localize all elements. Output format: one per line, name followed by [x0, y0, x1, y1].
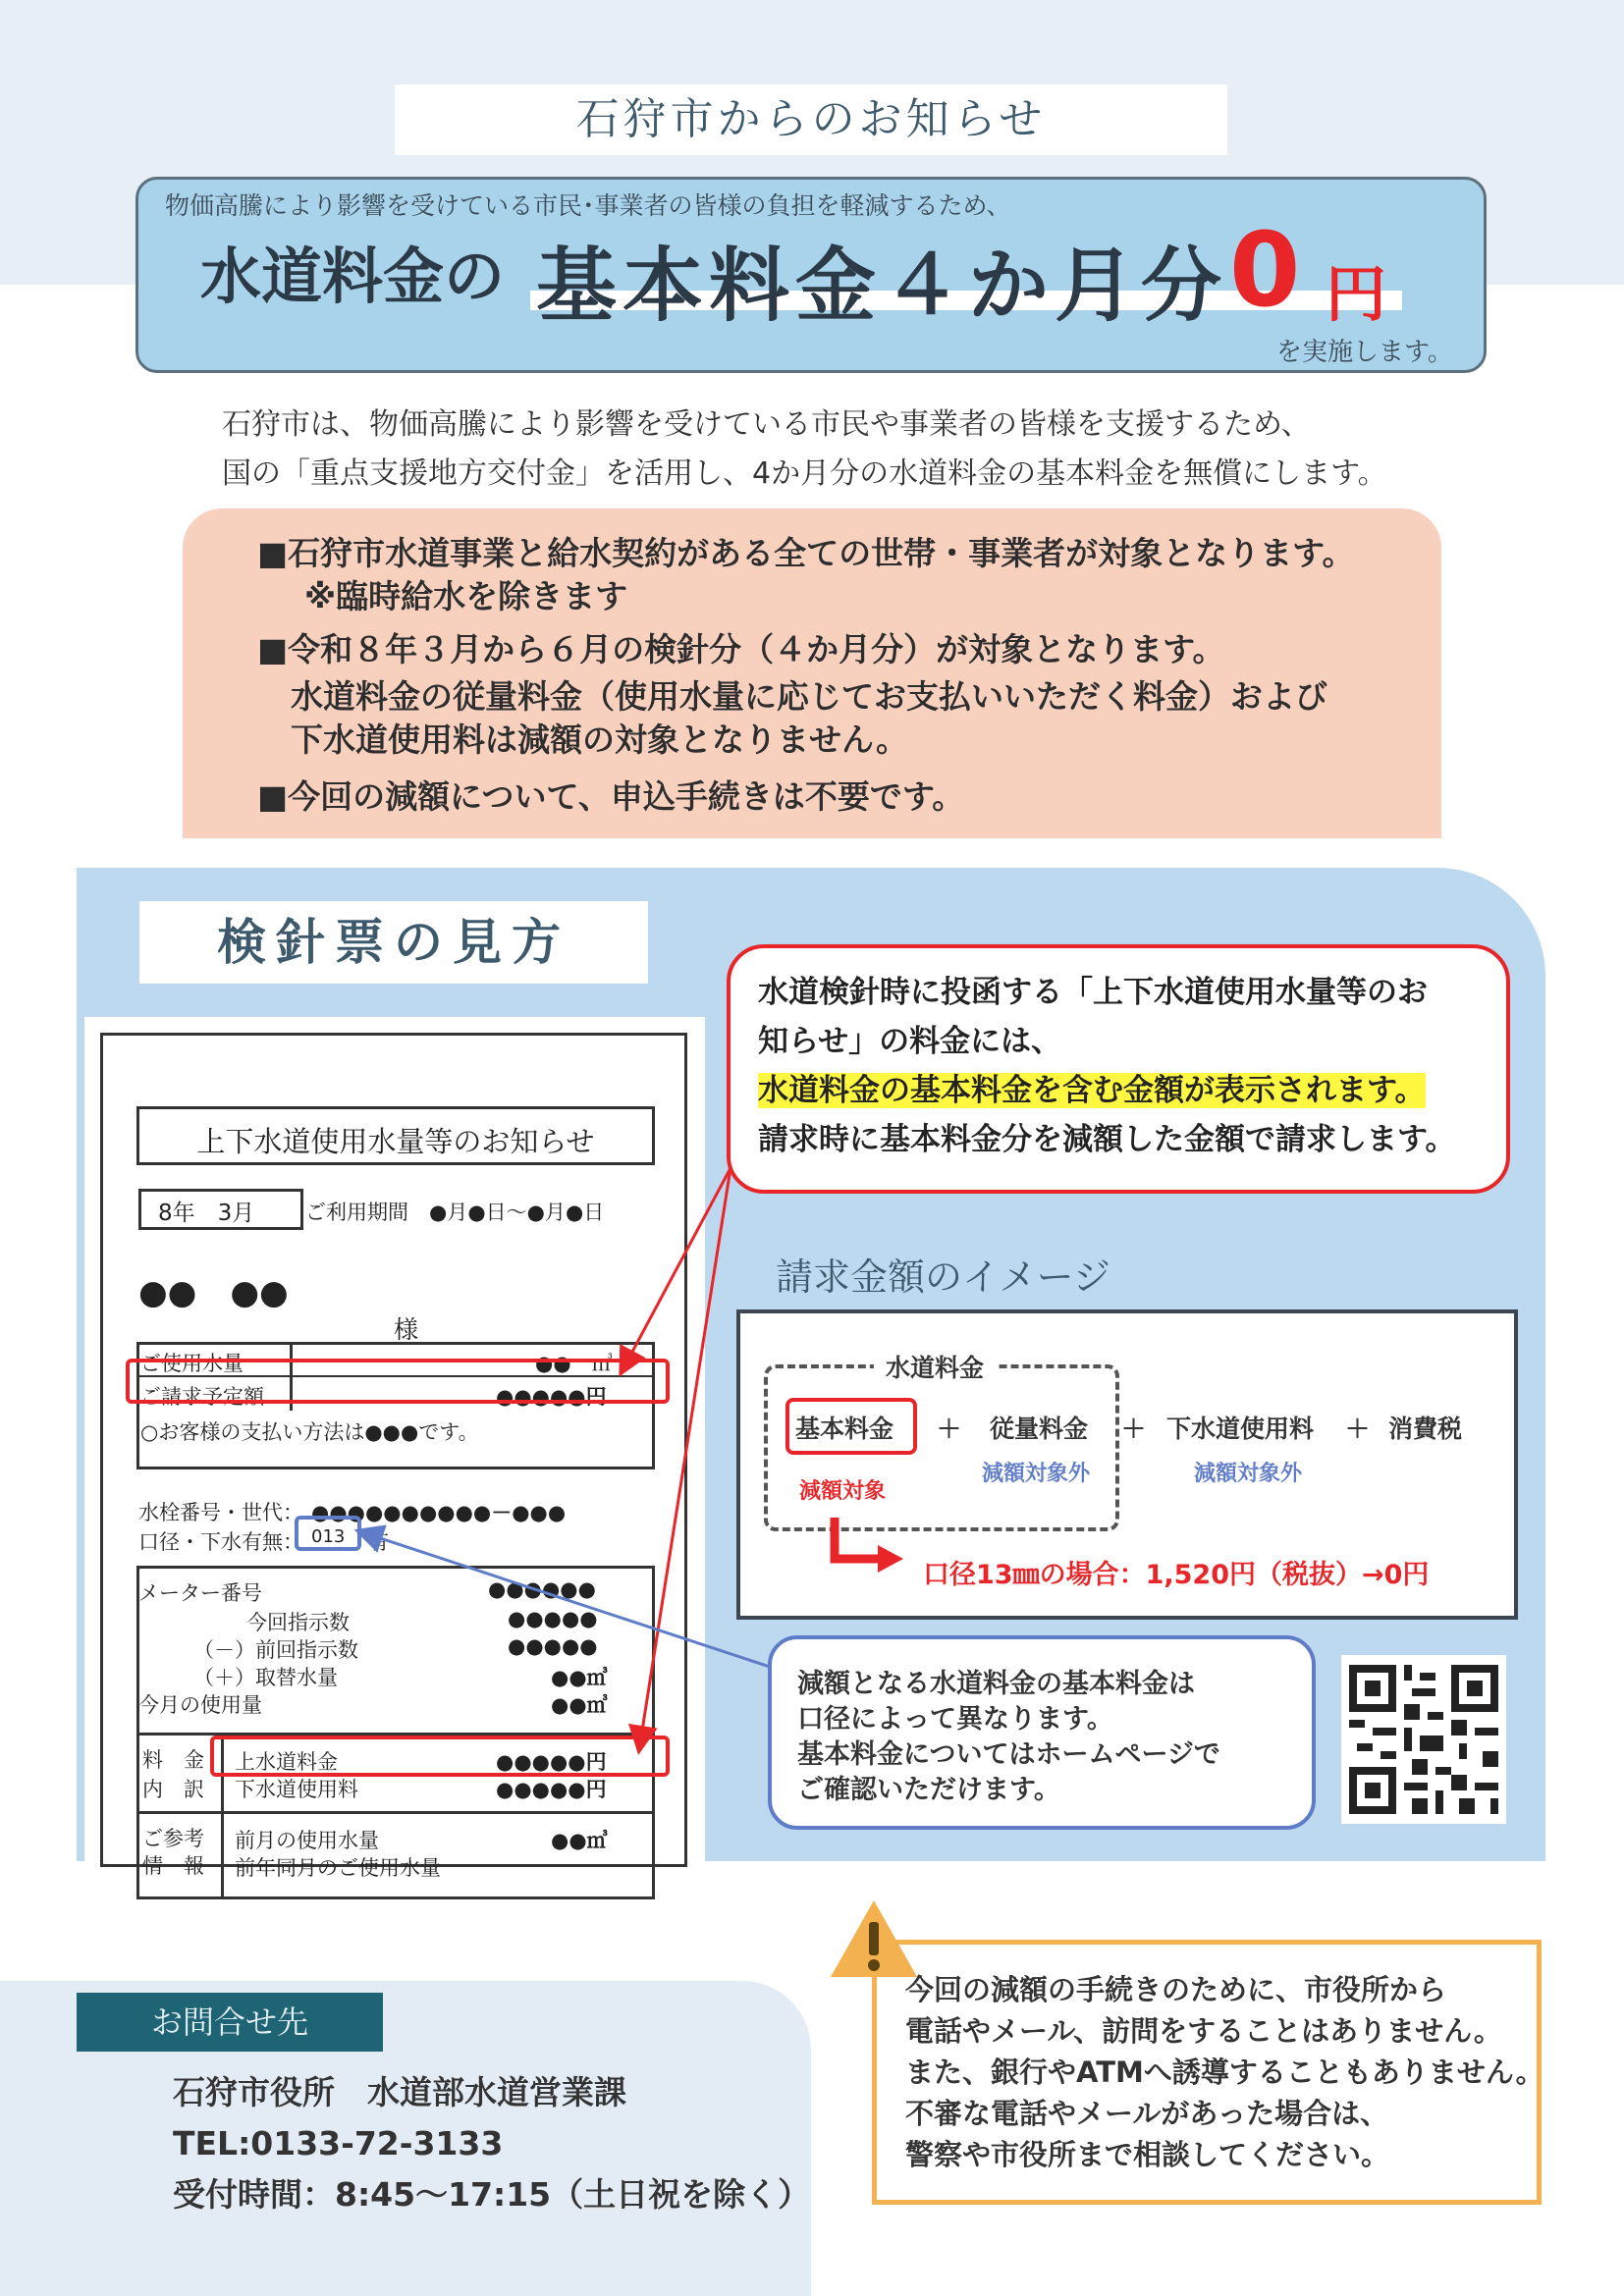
slip-usage-label: ご使用水量: [140, 1352, 244, 1375]
hero-subtitle: 物価高騰により影響を受けている市民･事業者の皆様の負担を軽減するため、: [165, 191, 1011, 220]
slip-explanation-text: [758, 968, 1456, 1164]
point-1: ■石狩市水道事業と給水契約がある全ての世帯・事業者が対象となります。: [257, 534, 1355, 572]
billing-image-title: 請求金額のイメージ: [776, 1255, 1110, 1299]
notice-title: 石狩市からのお知らせ: [395, 84, 1227, 155]
slip-sewer-fee: 下水道使用料: [235, 1778, 358, 1801]
slip-current: 今回指示数: [246, 1611, 350, 1634]
hero-prefix: 水道料金の: [200, 240, 506, 312]
slip-billing-value: ●●●●●円: [496, 1385, 607, 1409]
slip-fee-label-2: 内 訳: [142, 1778, 204, 1801]
slip-period-label: ご利用期間 ●月●日～●月●日: [305, 1201, 605, 1224]
slip-header: 上下水道使用水量等のお知らせ: [196, 1125, 595, 1158]
slip-sewer-fee-value: ●●●●●円: [496, 1778, 607, 1801]
note-line-2: 口径によって異なります。: [797, 1704, 1113, 1735]
point-2-line-3: 下水道使用料は減額の対象となりません。: [291, 721, 908, 759]
hero-zero: 0: [1229, 210, 1301, 330]
slip-previous-value: ●●●●●: [508, 1634, 598, 1658]
point-2: ■令和８年３月から６月の検針分（４か月分）が対象となります。: [257, 630, 1225, 668]
tax-label: 消費税: [1388, 1415, 1463, 1443]
slip-customer-name: ●● ●●: [138, 1273, 289, 1312]
contact-details: [173, 2067, 810, 2220]
water-fee-group-label: 水道料金: [874, 1349, 996, 1384]
non-target-label-2: 減額対象外: [1194, 1462, 1303, 1486]
fraud-warning-text: [905, 1969, 1544, 2175]
callout-line-2: 知らせ」の料金には、: [758, 1024, 1062, 1059]
warning-line-1: 今回の減額の手続きのために、市役所から: [905, 1973, 1447, 2006]
warning-line-2: 電話やメール、訪問をすることはありません。: [905, 2014, 1502, 2048]
note-line-1: 減額となる水道料金の基本料金は: [797, 1669, 1195, 1699]
callout-line-4: 請求時に基本料金分を減額した金額で請求します。: [758, 1122, 1456, 1157]
plus-1: ＋: [937, 1415, 962, 1443]
contact-hours: 受付時間：8:45～17:15（土日祝を除く）: [173, 2175, 811, 2214]
slip-fee-label-1: 料 金: [142, 1748, 204, 1772]
note-line-4: ご確認いただけます。: [797, 1775, 1060, 1805]
slip-ref-prev: 前月の使用水量: [235, 1829, 379, 1852]
point-1-note: ※臨時給水を除きます: [304, 577, 628, 615]
slip-ref-last-year: 前年同月のご使用水量: [235, 1856, 441, 1880]
slip-period-month: 8年 3月: [158, 1201, 255, 1226]
slip-meter-no-label: 水栓番号・世代：: [138, 1501, 303, 1524]
slip-diameter-label: 口径・下水有無：: [138, 1530, 303, 1554]
point-3: ■今回の減額について、申込手続きは不要です。: [257, 777, 965, 816]
callout-line-3: 水道料金の基本料金を含む金額が表示されます。: [758, 1073, 1426, 1108]
slip-payment: ○お客様の支払い方法は●●●です。: [140, 1420, 479, 1444]
slip-diameter-suffix: 有: [368, 1530, 389, 1554]
point-2-line-2: 水道料金の従量料金（使用水量に応じてお支払いいただく料金）および: [291, 677, 1327, 716]
slip-water-fee-value: ●●●●●円: [496, 1750, 607, 1774]
slip-sama: 様: [394, 1315, 419, 1344]
non-target-label-1: 減額対象外: [982, 1462, 1091, 1486]
slip-usage-value: ●● ㎥: [535, 1352, 613, 1375]
usage-fee-label: 従量料金: [990, 1415, 1089, 1443]
slip-month-usage-value: ●●㎥: [551, 1693, 608, 1717]
sewer-fee-label: 下水道使用料: [1166, 1415, 1315, 1443]
slip-ref-label-1: ご参考: [142, 1827, 204, 1850]
slip-month-usage: 今月の使用量: [138, 1693, 262, 1717]
slip-meter-value: ●●●●●●: [488, 1577, 596, 1601]
down-right-arrow-icon: [825, 1518, 907, 1576]
callout-line-1: 水道検針時に投函する「上下水道使用水量等のお: [758, 975, 1428, 1010]
intro-line-1: 石狩市は、物価高騰により影響を受けている市民や事業者の皆様を支援するため、: [222, 407, 1311, 442]
slip-current-value: ●●●●●: [508, 1607, 598, 1630]
slip-ref-prev-value: ●●㎥: [551, 1829, 608, 1852]
slip-ref-label-2: 情 報: [142, 1854, 204, 1878]
example-calc: 口径13㎜の場合：1,520円（税抜）→0円: [923, 1560, 1430, 1590]
contact-heading: お問合せ先: [77, 1993, 383, 2052]
contact-office: 石狩市役所 水道部水道営業課: [173, 2073, 626, 2111]
note-line-3: 基本料金についてはホームページで: [797, 1739, 1220, 1770]
slip-meter-no-value: ●●●●●●●●●●－●●●: [311, 1501, 567, 1524]
hero-main-text: 基本料金４か月分: [536, 240, 1228, 333]
target-label: 減額対象: [799, 1479, 887, 1504]
intro-line-2: 国の「重点支援地方交付金」を活用し、4か月分の水道料金の基本料金を無償にします。: [222, 456, 1387, 491]
hero-tail: を実施します。: [1276, 338, 1453, 367]
warning-line-5: 警察や市役所まで相談してください。: [905, 2138, 1390, 2171]
slip-exchange-value: ●●㎥: [551, 1666, 608, 1689]
basic-fee-label: 基本料金: [795, 1415, 894, 1443]
slip-previous: （－）前回指示数: [193, 1638, 358, 1662]
slip-meter-label: メーター番号: [138, 1581, 262, 1605]
hero-yen: 円: [1326, 258, 1387, 330]
slip-billing-label: ご請求予定額: [140, 1385, 264, 1409]
slip-exchange: （＋）取替水量: [193, 1666, 338, 1689]
plus-3: ＋: [1345, 1415, 1371, 1443]
warning-line-3: また、銀行やATMへ誘導することもありません。: [905, 2056, 1544, 2089]
contact-tel[interactable]: TEL:0133-72-3133: [173, 2124, 504, 2163]
basic-fee-note-text: [797, 1667, 1220, 1808]
warning-line-4: 不審な電話やメールがあった場合は、: [905, 2097, 1389, 2130]
plus-2: ＋: [1121, 1415, 1147, 1443]
qr-code[interactable]: [1341, 1655, 1506, 1824]
meter-slip-title: 検針票の見方: [139, 901, 648, 984]
slip-water-fee: 上水道料金: [235, 1750, 338, 1774]
slip-diameter-value: 013: [311, 1526, 346, 1547]
